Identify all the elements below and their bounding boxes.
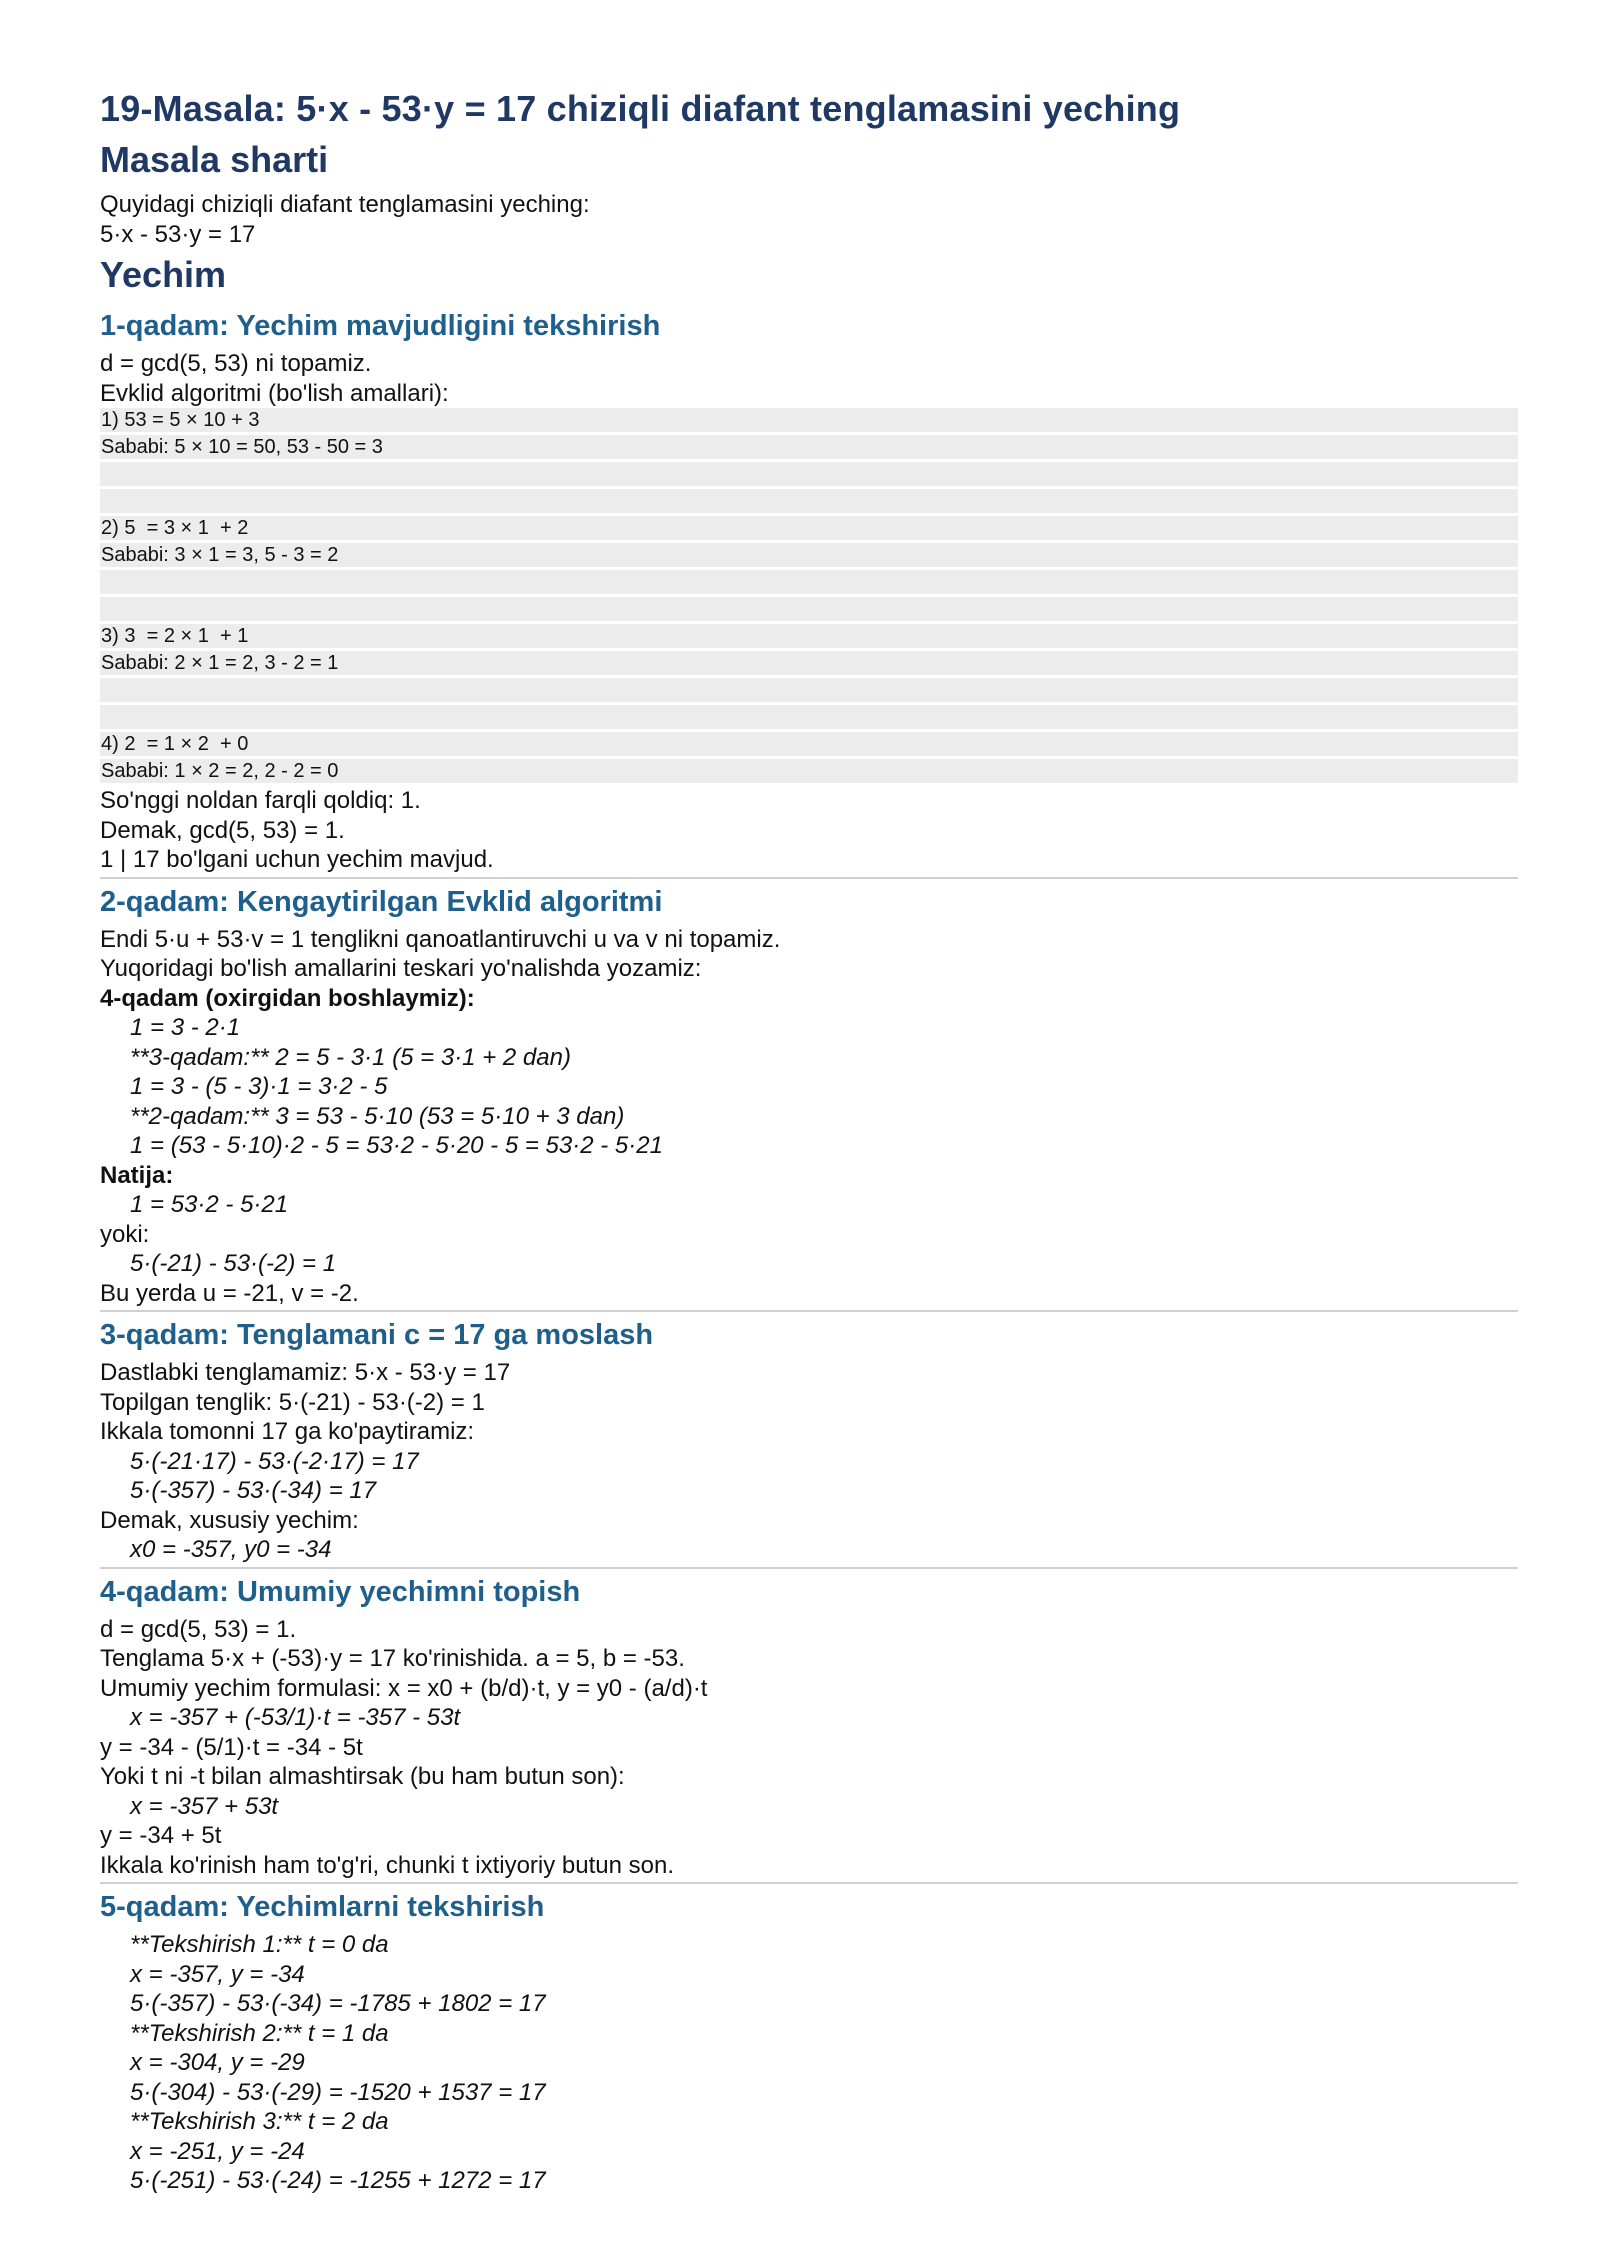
step-5-section: [100, 1882, 1518, 2196]
step-4-lines: [100, 1615, 1518, 1881]
step-3-section: [100, 1310, 1518, 1565]
step-1-section: [100, 303, 1518, 875]
code-blank-line: [100, 462, 1518, 486]
condition-line: Quyidagi chiziqli diafant tenglamasini yeching:: [100, 191, 590, 218]
code-line: Sababi: 1 × 2 = 2, 2 - 2 = 0: [100, 759, 1518, 783]
step-1-intro-line: Evklid algoritmi (bo'lish amallari):: [100, 379, 449, 407]
formula-line: **Tekshirish 2:** t = 1 da: [130, 2019, 389, 2047]
solution-heading: Yechim: [100, 254, 227, 295]
euclid-code-block: [100, 408, 1518, 783]
code-line: 1) 53 = 5 × 10 + 3: [100, 408, 1518, 432]
condition-text: [100, 190, 1518, 249]
text-line: Yuqoridagi bo'lish amallarini teskari yo'nalishda yozamiz:: [100, 955, 702, 982]
formula-line: x0 = -357, y0 = -34: [130, 1536, 332, 1563]
condition-heading: Masala sharti: [100, 139, 329, 180]
text-line: Endi 5·u + 53·v = 1 tenglikni qanoatlantiruvchi u va v ni topamiz.: [100, 925, 781, 953]
step-3-title: 3-qadam: Tenglamani c = 17 ga moslash: [100, 1319, 654, 1351]
code-blank-line: [100, 597, 1518, 621]
text-line: yoki:: [100, 1220, 150, 1248]
formula-line: 5·(-357) - 53·(-34) = -1785 + 1802 = 17: [130, 1990, 546, 2017]
text-line: y = -34 - (5/1)·t = -34 - 5t: [100, 1733, 363, 1761]
code-line: 2) 5 = 3 × 1 + 2: [100, 516, 1518, 540]
formula-line: x = -304, y = -29: [130, 2049, 305, 2076]
text-line: Topilgan tenglik: 5·(-21) - 53·(-2) = 1: [100, 1388, 485, 1416]
text-line: Yoki t ni -t bilan almashtirsak (bu ham butun son):: [100, 1763, 625, 1790]
code-blank-line: [100, 705, 1518, 729]
code-blank-line: [100, 570, 1518, 594]
code-line: Sababi: 5 × 10 = 50, 53 - 50 = 3: [100, 435, 1518, 459]
formula-line: x = -357 + 53t: [130, 1792, 279, 1820]
subheading-line: Natija:: [100, 1161, 174, 1189]
step-5-title: 5-qadam: Yechimlarni tekshirish: [100, 1891, 545, 1923]
step-1-outro-line: So'nggi noldan farqli qoldiq: 1.: [100, 787, 421, 814]
step-5-lines: [100, 1930, 1518, 2196]
step-3-lines: [100, 1358, 1518, 1565]
step-4-section: [100, 1567, 1518, 1881]
formula-line: 5·(-21·17) - 53·(-2·17) = 17: [130, 1447, 419, 1475]
text-line: Ikkala ko'rinish ham to'g'ri, chunki t ixtiyoriy butun son.: [100, 1851, 674, 1879]
text-line: Dastlabki tenglamamiz: 5·x - 53·y = 17: [100, 1359, 511, 1386]
formula-line: 1 = 53·2 - 5·21: [130, 1191, 289, 1218]
code-line: Sababi: 2 × 1 = 2, 3 - 2 = 1: [100, 651, 1518, 675]
code-line: 3) 3 = 2 × 1 + 1: [100, 624, 1518, 648]
formula-line: x = -251, y = -24: [130, 2137, 305, 2165]
formula-line: **Tekshirish 3:** t = 2 da: [130, 2108, 389, 2135]
step-2-lines: [100, 925, 1518, 1309]
code-line: Sababi: 3 × 1 = 3, 5 - 3 = 2: [100, 543, 1518, 567]
formula-line: 5·(-251) - 53·(-24) = -1255 + 1272 = 17: [130, 2167, 546, 2194]
text-line: Tenglama 5·x + (-53)·y = 17 ko'rinishida. a = 5, b = -53.: [100, 1645, 685, 1672]
formula-line: 1 = (53 - 5·10)·2 - 5 = 53·2 - 5·20 - 5 = 53·2 - 5·21: [130, 1132, 663, 1159]
formula-line: 5·(-357) - 53·(-34) = 17: [130, 1477, 377, 1504]
text-line: d = gcd(5, 53) = 1.: [100, 1615, 297, 1643]
formula-line: **3-qadam:** 2 = 5 - 3·1 (5 = 3·1 + 2 dan): [130, 1043, 571, 1071]
code-line: 4) 2 = 1 × 2 + 0: [100, 732, 1518, 756]
text-line: Ikkala tomonni 17 ga ko'paytiramiz:: [100, 1418, 475, 1445]
step-1-title: 1-qadam: Yechim mavjudligini tekshirish: [100, 310, 661, 342]
step-1-intro-line: d = gcd(5, 53) ni topamiz.: [100, 350, 372, 377]
code-blank-line: [100, 678, 1518, 702]
text-line: Demak, xususiy yechim:: [100, 1506, 359, 1534]
formula-line: 1 = 3 - 2·1: [130, 1014, 241, 1041]
code-blank-line: [100, 489, 1518, 513]
step-4-title: 4-qadam: Umumiy yechimni topish: [100, 1575, 581, 1608]
condition-equation: 5·x - 53·y = 17: [100, 220, 256, 248]
step-1-outro-line: 1 | 17 bo'lgani uchun yechim mavjud.: [100, 846, 494, 873]
document-page: [100, 84, 1518, 2196]
subheading-line: 4-qadam (oxirgidan boshlaymiz):: [100, 984, 475, 1012]
formula-line: 5·(-304) - 53·(-29) = -1520 + 1537 = 17: [130, 2078, 546, 2106]
formula-line: **2-qadam:** 3 = 53 - 5·10 (53 = 5·10 + 3 dan): [130, 1102, 625, 1130]
document-title: 19-Masala: 5·x - 53·y = 17 chiziqli diafant tenglamasini yeching: [100, 88, 1181, 129]
formula-line: x = -357 + (-53/1)·t = -357 - 53t: [130, 1704, 461, 1731]
text-line: y = -34 + 5t: [100, 1822, 222, 1849]
formula-line: 1 = 3 - (5 - 3)·1 = 3·2 - 5: [130, 1073, 388, 1100]
text-line: Umumiy yechim formulasi: x = x0 + (b/d)·t, y = y0 - (a/d)·t: [100, 1674, 708, 1702]
formula-line: **Tekshirish 1:** t = 0 da: [130, 1931, 389, 1958]
step-1-outro-line: Demak, gcd(5, 53) = 1.: [100, 816, 345, 844]
step-2-section: [100, 877, 1518, 1309]
formula-line: x = -357, y = -34: [130, 1960, 305, 1988]
formula-line: 5·(-21) - 53·(-2) = 1: [130, 1250, 337, 1277]
step-2-title: 2-qadam: Kengaytirilgan Evklid algoritmi: [100, 885, 663, 918]
text-line: Bu yerda u = -21, v = -2.: [100, 1279, 359, 1307]
